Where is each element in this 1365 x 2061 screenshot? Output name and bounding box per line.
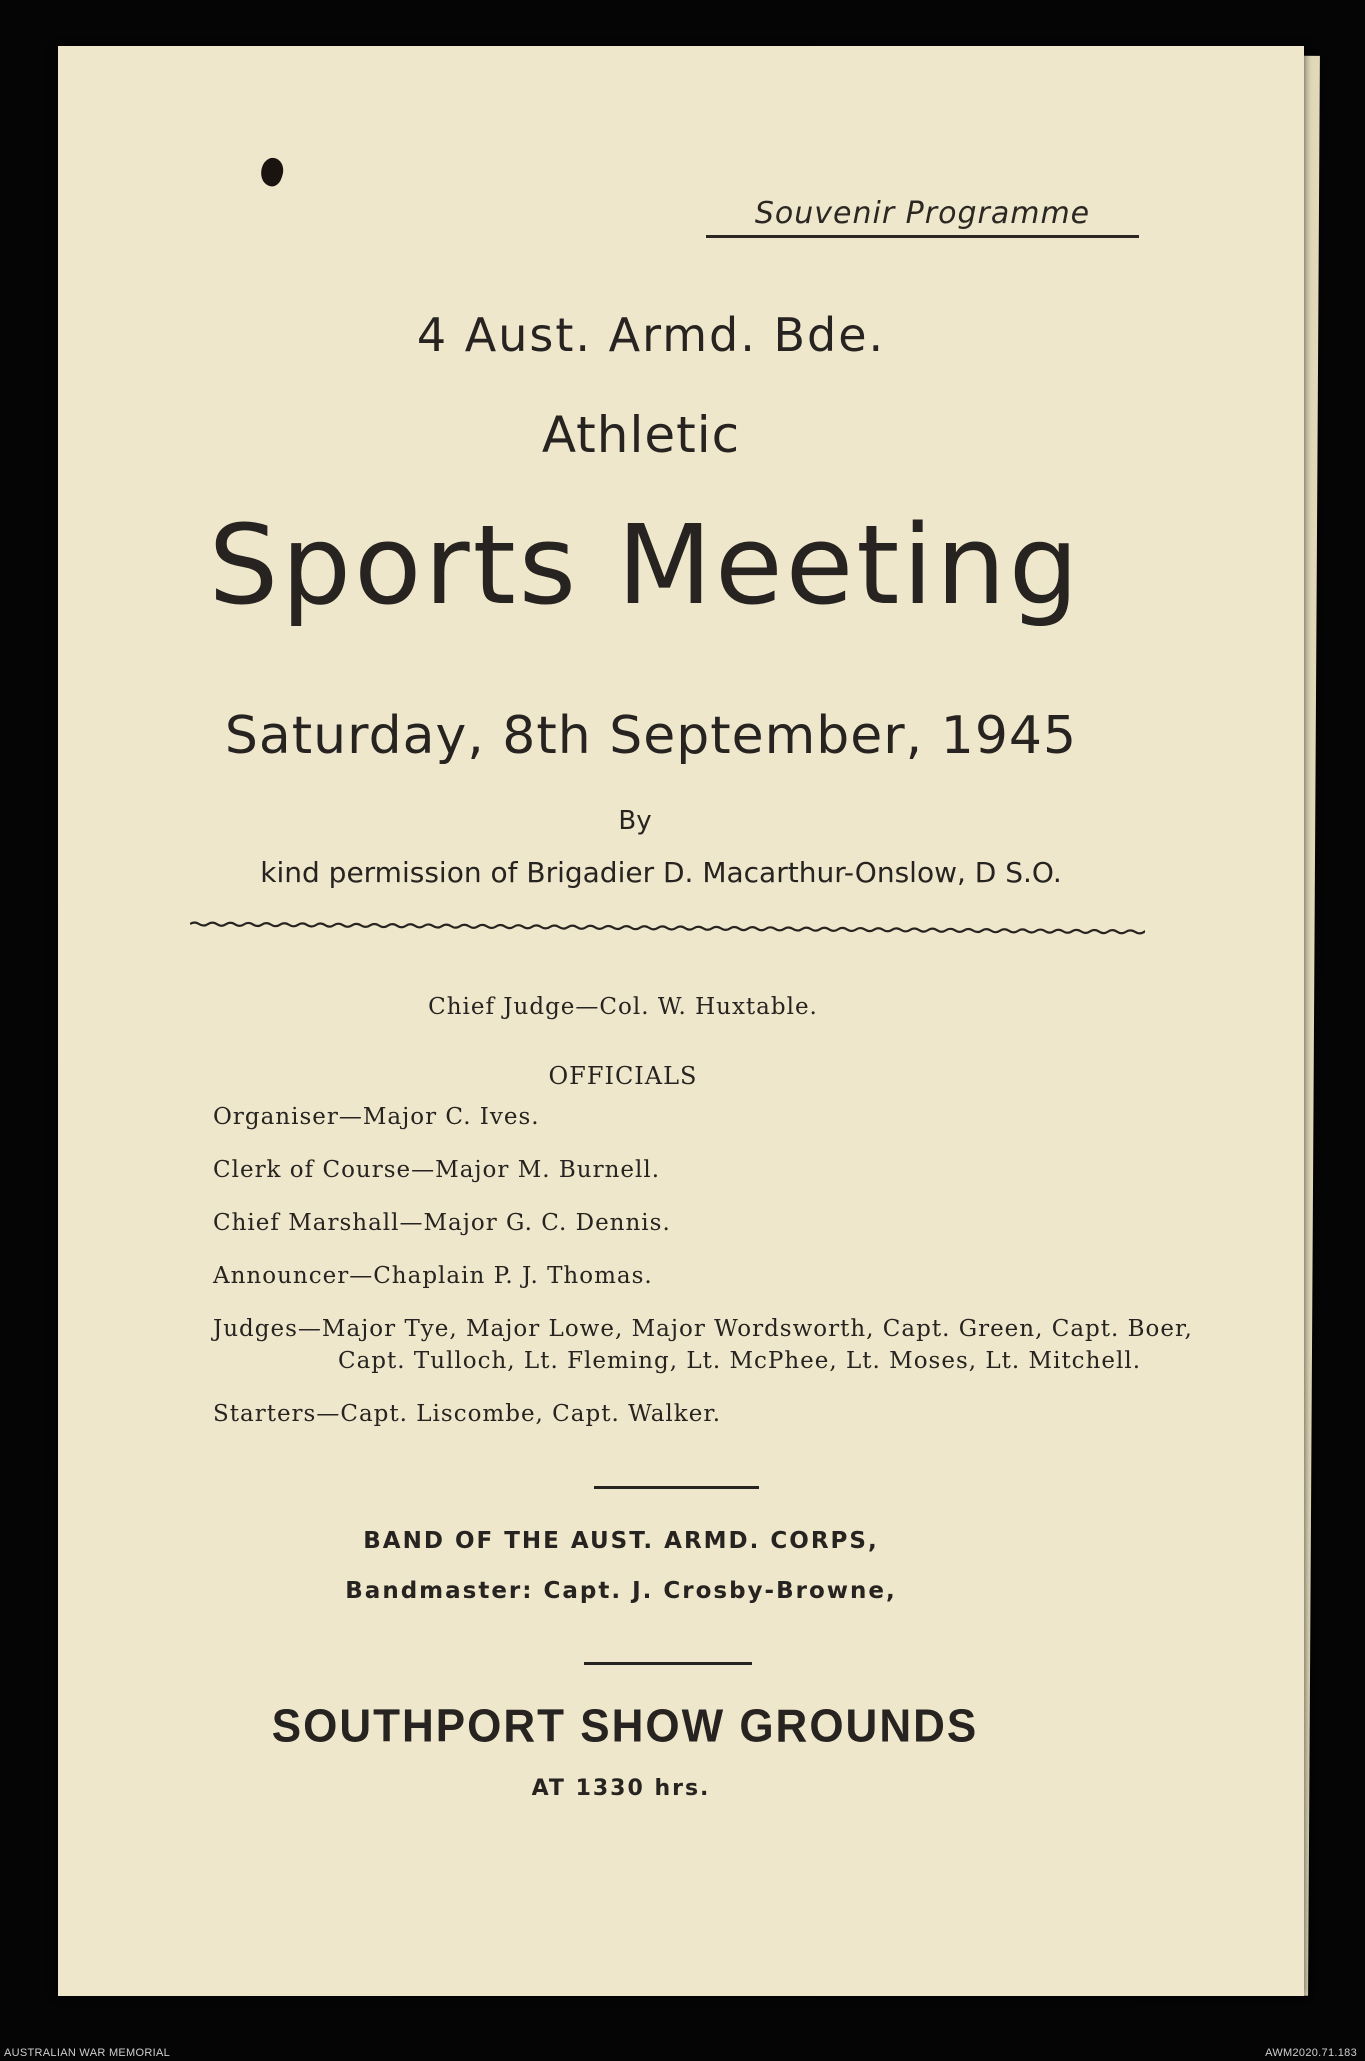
sports-meeting-title: Sports Meeting	[208, 501, 1082, 629]
officials-heading: OFFICIALS	[548, 1062, 698, 1090]
section-rule	[594, 1486, 759, 1489]
punch-hole	[257, 155, 287, 189]
announcer-entry: Announcer—Chaplain P. J. Thomas.	[213, 1263, 653, 1289]
starters-entry: Starters—Capt. Liscombe, Capt. Walker.	[213, 1401, 722, 1427]
organiser-entry: Organiser—Major C. Ives.	[213, 1104, 540, 1130]
judges-entry: Judges—Major Tye, Major Lowe, Major Wordsworth, Capt. Green, Capt. Boer, Capt. Tulloch, Lt. Fleming, Lt. McPhee, Lt. Moses, Lt. Mitchell.	[213, 1316, 1193, 1374]
permission-line: kind permission of Brigadier D. Macarthur-Onslow, D S.O.	[260, 856, 1062, 889]
by-label: By	[618, 806, 652, 836]
athletic-title: Athletic	[541, 406, 741, 464]
section-rule	[584, 1662, 752, 1665]
chief-judge: Chief Judge—Col. W. Huxtable.	[428, 994, 818, 1020]
catalogue-number: AWM2020.71.183	[1265, 2047, 1357, 2059]
programme-page	[58, 46, 1304, 1996]
archive-credit: AUSTRALIAN WAR MEMORIAL	[4, 2047, 171, 2059]
start-time: AT 1330 hrs.	[531, 1776, 711, 1801]
band-name: BAND OF THE AUST. ARMD. CORPS,	[363, 1528, 879, 1554]
bandmaster-line: Bandmaster: Capt. J. Crosby-Browne,	[345, 1578, 897, 1604]
wavy-divider	[190, 916, 1145, 938]
venue-name: SOUTHPORT SHOW GROUNDS	[271, 1700, 979, 1753]
souvenir-label: Souvenir Programme	[706, 196, 1139, 238]
officials-list	[213, 1101, 1193, 1451]
brigade-title: 4 Aust. Armd. Bde.	[416, 308, 886, 362]
marshall-entry: Chief Marshall—Major G. C. Dennis.	[213, 1210, 671, 1236]
clerk-entry: Clerk of Course—Major M. Burnell.	[213, 1157, 661, 1183]
event-date: Saturday, 8th September, 1945	[224, 706, 1078, 766]
